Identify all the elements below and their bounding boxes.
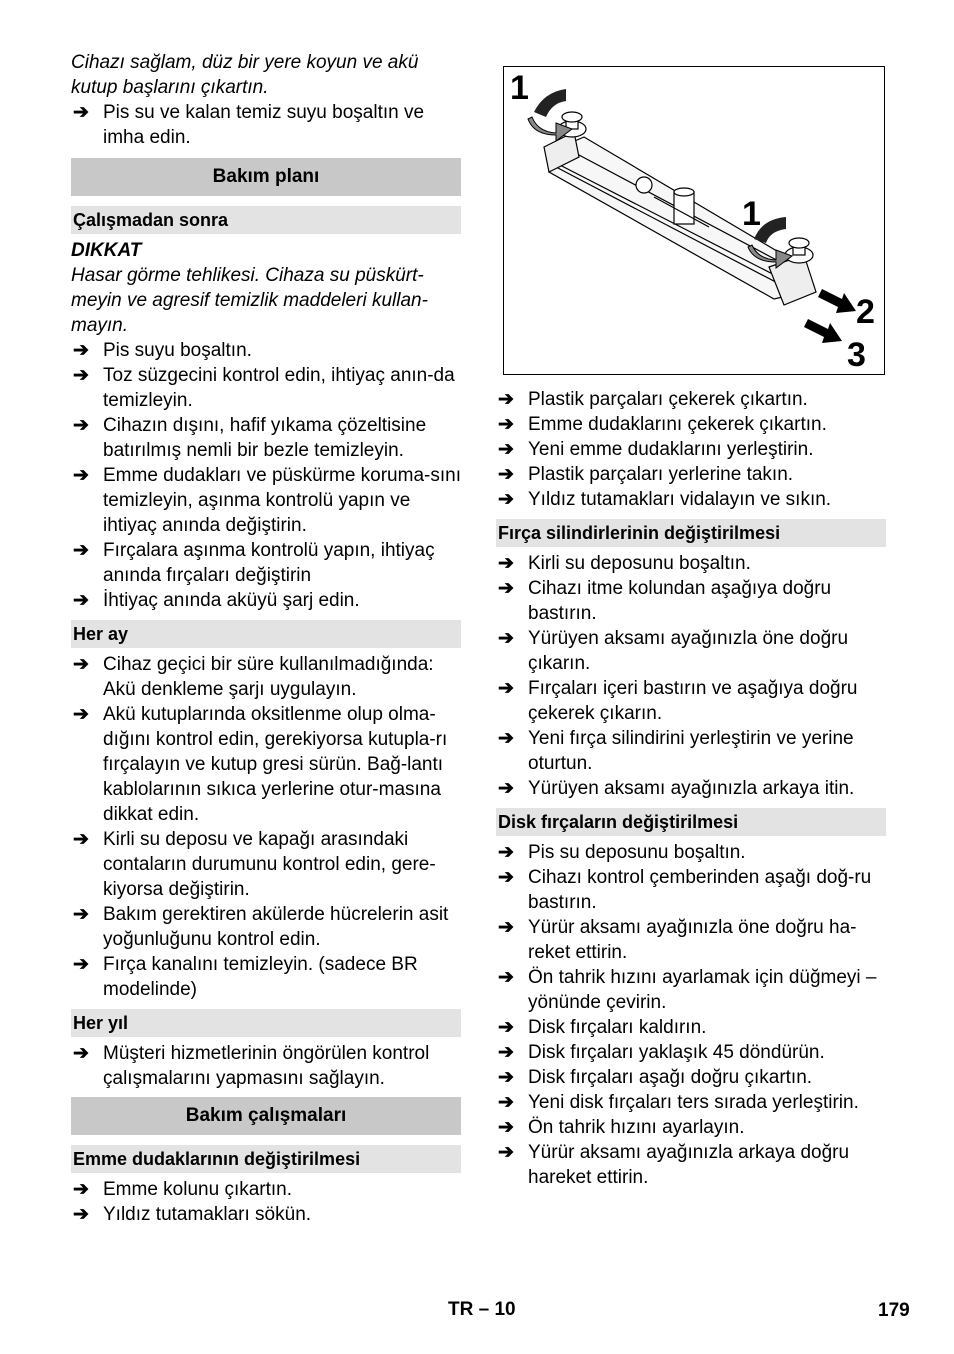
list-item-text: Yeni disk fırçaları ters sırada yerleştirin. — [528, 1092, 859, 1113]
subsection-yearly: Her yıl — [71, 1009, 461, 1037]
arrow-bullet-icon: ➔ — [73, 654, 89, 675]
subsection-after-work: Çalışmadan sonra — [71, 206, 461, 234]
list-item-text: Disk fırçaları yaklaşık 45 döndürün. — [528, 1042, 825, 1063]
list-item-text: Kirli su deposu ve kapağı arasındaki contaların durumunu kontrol edin, gere-kiyorsa değiştirin. — [103, 829, 436, 900]
arrow-bullet-icon: ➔ — [498, 464, 514, 485]
list-item-text: Plastik parçaları yerlerine takın. — [528, 464, 794, 485]
list-item-text: Cihaz geçici bir süre kullanılmadığında: Akü denkleme şarjı uygulayın. — [103, 654, 434, 700]
arrow-bullet-icon: ➔ — [498, 1067, 514, 1088]
arrow-bullet-icon: ➔ — [498, 553, 514, 574]
list-item-text: Cihazın dışını, hafif yıkama çözeltisine batırılmış nemli bir bezle temizleyin. — [103, 415, 427, 461]
list-item — [71, 1177, 461, 1202]
arrow-bullet-icon: ➔ — [498, 1017, 514, 1038]
list-item-text: Yürür aksamı ayağınızla arkaya doğru hareket ettirin. — [528, 1142, 850, 1188]
subsection-firca: Fırça silindirlerinin değiştirilmesi — [496, 519, 886, 547]
list-item-text: Yıldız tutamakları sökün. — [103, 1204, 312, 1225]
arrow-bullet-icon: ➔ — [73, 954, 89, 975]
step-label: 2 — [856, 293, 875, 331]
arrow-bullet-icon: ➔ — [498, 778, 514, 799]
list-item — [496, 676, 886, 726]
caution-text: Hasar görme tehlikesi. Cihaza su püskürt-meyin ve agresif temizlik maddeleri kullan-mayın. — [71, 265, 428, 336]
list-item — [71, 363, 461, 413]
arrow-bullet-icon: ➔ — [73, 340, 89, 361]
list-item — [71, 463, 461, 538]
list-item-text: Cihazı kontrol çemberinden aşağı doğ-ru bastırın. — [528, 867, 872, 913]
list-item-text: Emme kolunu çıkartın. — [103, 1179, 293, 1200]
list-item — [496, 626, 886, 676]
after-work-list — [71, 338, 461, 613]
pull-arrow-icon — [804, 319, 842, 343]
arrow-bullet-icon: ➔ — [73, 904, 89, 925]
subsection-monthly: Her ay — [71, 620, 461, 648]
list-item-text: Disk fırçaları kaldırın. — [528, 1017, 707, 1038]
list-item-text: Toz süzgecini kontrol edin, ihtiyaç anın-da temizleyin. — [103, 365, 455, 411]
list-item — [496, 412, 886, 437]
page-number: 179 — [878, 1300, 910, 1321]
left-column — [71, 50, 461, 1227]
arrow-bullet-icon: ➔ — [73, 415, 89, 436]
arrow-bullet-icon: ➔ — [498, 842, 514, 863]
list-item — [496, 1040, 886, 1065]
arrow-bullet-icon: ➔ — [498, 628, 514, 649]
list-item — [496, 551, 886, 576]
list-item-text: Ön tahrik hızını ayarlamak için düğmeyi – yönünde çevirin. — [528, 967, 877, 1013]
arrow-bullet-icon: ➔ — [73, 102, 89, 123]
list-item-text: Emme dudakları ve püskürme koruma-sını temizleyin, aşınma kontrolü yapın ve ihtiyaç anında değiştirin. — [103, 465, 461, 536]
list-item — [71, 538, 461, 588]
arrow-bullet-icon: ➔ — [498, 1092, 514, 1113]
arrow-bullet-icon: ➔ — [73, 540, 89, 561]
list-item-text: Yürüyen aksamı ayağınızla arkaya itin. — [528, 778, 855, 799]
arrow-bullet-icon: ➔ — [73, 704, 89, 725]
subsection-emme: Emme dudaklarının değiştirilmesi — [71, 1145, 461, 1173]
arrow-bullet-icon: ➔ — [73, 590, 89, 611]
list-item — [71, 338, 461, 363]
step-label: 1 — [742, 195, 761, 233]
list-item-text: Akü kutuplarında oksitlenme olup olma-dığını kontrol edin, gerekiyorsa kutupla-rı fırçalayın ve kutup gresi sürün. Bağ-lantı kablolarının sıkıca yerlerine otur-masına dikkat edin. — [103, 704, 448, 825]
list-item — [71, 588, 461, 613]
arrow-bullet-icon: ➔ — [73, 1179, 89, 1200]
list-item — [496, 915, 886, 965]
arrow-bullet-icon: ➔ — [498, 439, 514, 460]
emme-list — [71, 1177, 461, 1227]
list-item-text: Pis suyu boşaltın. — [103, 340, 252, 361]
arrow-bullet-icon: ➔ — [73, 465, 89, 486]
list-item — [496, 387, 886, 412]
list-item — [496, 865, 886, 915]
list-item-text: Yürür aksamı ayağınızla öne doğru ha-reket ettirin. — [528, 917, 857, 963]
list-item-text: Kirli su deposunu boşaltın. — [528, 553, 751, 574]
list-item — [496, 437, 886, 462]
arrow-bullet-icon: ➔ — [498, 728, 514, 749]
arrow-bullet-icon: ➔ — [498, 414, 514, 435]
list-item — [496, 840, 886, 865]
list-item — [71, 702, 461, 827]
disk-list — [496, 840, 886, 1190]
squeegee-illustration — [504, 67, 884, 374]
list-item — [496, 965, 886, 1015]
arrow-bullet-icon: ➔ — [498, 678, 514, 699]
subsection-disk: Disk fırçaların değiştirilmesi — [496, 808, 886, 836]
arrow-bullet-icon: ➔ — [73, 829, 89, 850]
arrow-bullet-icon: ➔ — [498, 917, 514, 938]
arrow-bullet-icon: ➔ — [73, 365, 89, 386]
list-item-text: Fırça kanalını temizleyin. (sadece BR modelinde) — [103, 954, 418, 1000]
list-item-text: Cihazı itme kolundan aşağıya doğru bastırın. — [528, 578, 832, 624]
list-item — [71, 413, 461, 463]
firca-list — [496, 551, 886, 801]
list-item-text: Bakım gerektiren akülerde hücrelerin asit yoğunluğunu kontrol edin. — [103, 904, 449, 950]
list-item — [71, 952, 461, 1002]
list-item — [71, 652, 461, 702]
intro-note: Cihazı sağlam, düz bir yere koyun ve akü kutup başlarını çıkartın. — [71, 52, 419, 98]
list-item — [496, 1015, 886, 1040]
list-item — [71, 827, 461, 902]
arrow-bullet-icon: ➔ — [498, 1042, 514, 1063]
list-item — [496, 726, 886, 776]
list-item-text: Fırçalara aşınma kontrolü yapın, ihtiyaç anında fırçaları değiştirin — [103, 540, 435, 586]
monthly-list — [71, 652, 461, 1002]
list-item-text: Müşteri hizmetlerinin öngörülen kontrol çalışmalarını yapmasını sağlayın. — [103, 1043, 430, 1089]
list-item-text: İhtiyaç anında aküyü şarj edin. — [103, 590, 360, 611]
list-item-text: Emme dudaklarını çekerek çıkartın. — [528, 414, 827, 435]
list-item — [496, 1090, 886, 1115]
section-bakim-plani: Bakım planı — [71, 158, 461, 196]
arrow-bullet-icon: ➔ — [498, 1117, 514, 1138]
arrow-bullet-icon: ➔ — [498, 1142, 514, 1163]
caution-label: DIKKAT — [71, 240, 142, 261]
list-item-text: Yıldız tutamakları vidalayın ve sıkın. — [528, 489, 832, 510]
squeegee-figure — [503, 66, 885, 375]
right-column — [496, 66, 886, 1190]
list-item — [71, 1202, 461, 1227]
list-item — [496, 487, 886, 512]
list-item-text: Fırçaları içeri bastırın ve aşağıya doğru çekerek çıkarın. — [528, 678, 858, 724]
arrow-bullet-icon: ➔ — [498, 389, 514, 410]
arrow-bullet-icon: ➔ — [73, 1204, 89, 1225]
list-item-text: Yeni fırça silindirini yerleştirin ve yerine oturtun. — [528, 728, 854, 774]
list-item — [496, 462, 886, 487]
list-item — [71, 100, 461, 150]
pull-arrow-icon — [818, 289, 856, 313]
yearly-list — [71, 1041, 461, 1091]
arrow-bullet-icon: ➔ — [498, 489, 514, 510]
arrow-bullet-icon: ➔ — [73, 1043, 89, 1064]
list-item — [71, 902, 461, 952]
list-item-text: Pis su deposunu boşaltın. — [528, 842, 746, 863]
list-item-text: Yürüyen aksamı ayağınızla öne doğru çıkarın. — [528, 628, 849, 674]
list-item-text: Plastik parçaları çekerek çıkartın. — [528, 389, 808, 410]
list-item-text: Ön tahrik hızını ayarlayın. — [528, 1117, 745, 1138]
list-item — [496, 1140, 886, 1190]
arrow-bullet-icon: ➔ — [498, 867, 514, 888]
list-item — [496, 1065, 886, 1090]
list-item-text: Yeni emme dudaklarını yerleştirin. — [528, 439, 814, 460]
emme-list-continued — [496, 387, 886, 512]
star-knob-icon — [785, 238, 813, 263]
step-label: 3 — [847, 336, 866, 374]
footer-section: TR – 10 — [448, 1299, 516, 1320]
list-item — [496, 576, 886, 626]
arrow-bullet-icon: ➔ — [498, 967, 514, 988]
arrow-bullet-icon: ➔ — [498, 578, 514, 599]
section-bakim-calismalari: Bakım çalışmaları — [71, 1097, 461, 1135]
intro-list — [71, 100, 461, 150]
step-label: 1 — [510, 69, 529, 107]
list-item-text: Disk fırçaları aşağı doğru çıkartın. — [528, 1067, 813, 1088]
list-item — [496, 776, 886, 801]
list-item — [496, 1115, 886, 1140]
list-item-text: Pis su ve kalan temiz suyu boşaltın ve imha edin. — [103, 102, 425, 148]
list-item — [71, 1041, 461, 1091]
